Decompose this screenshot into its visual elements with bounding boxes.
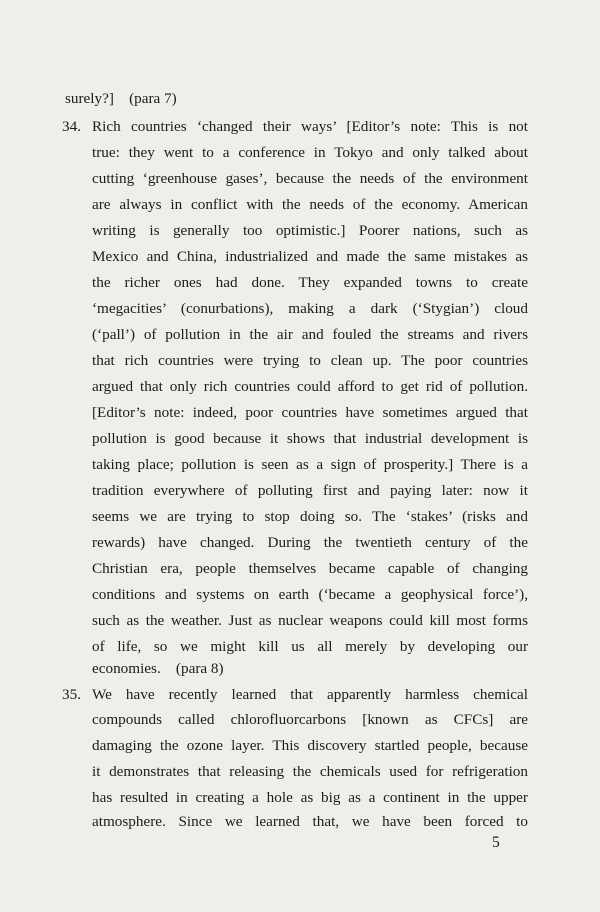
text-line: it demonstrates that releasing the chemicals used for refrigeration [92,763,528,780]
text-line: damaging the ozone layer. This discovery startled people, because [92,737,528,754]
text-line: argued that only rich countries could afford to get rid of pollution. [92,378,528,395]
text-line: true: they went to a conference in Tokyo and only talked about [92,144,528,161]
text-line: We have recently learned that apparently harmless chemical [92,686,528,703]
text-line: writing is generally too optimistic.] Poorer nations, such as [92,222,528,239]
text-line: economies. (para 8) [92,660,224,677]
text-line: taking place; pollution is seen as a sign of prosperity.] There is a [92,456,528,473]
text-line: conditions and systems on earth (‘became a geophysical force’), [92,586,528,603]
text-line: has resulted in creating a hole as big as a continent in the upper [92,789,528,806]
text-line: of life, so we might kill us all merely by developing our [92,638,528,655]
text-line: that rich countries were trying to clean up. The poor countries [92,352,528,369]
text-line: ‘megacities’ (conurbations), making a dark (‘Stygian’) cloud [92,300,528,317]
text-line: pollution is good because it shows that industrial development is [92,430,528,447]
text-line: (‘pall’) of pollution in the air and fouled the streams and rivers [92,326,528,343]
text-line: tradition everywhere of polluting first and paying later: now it [92,482,528,499]
text-line: cutting ‘greenhouse gases’, because the needs of the environment [92,170,528,187]
text-line: rewards) have changed. During the twentieth century of the [92,534,528,551]
text-line: Rich countries ‘changed their ways’ [Editor’s note: This is not [92,118,528,135]
text-line: the richer ones had done. They expanded towns to create [92,274,528,291]
text-line: [Editor’s note: indeed, poor countries have sometimes argued that [92,404,528,421]
text-line: seems we are trying to stop doing so. The ‘stakes’ (risks and [92,508,528,525]
text-line: compounds called chlorofluorcarbons [known as CFCs] are [92,711,528,728]
text-line: such as the weather. Just as nuclear weapons could kill most forms [92,612,528,629]
text-line: are always in conflict with the needs of the economy. American [92,196,528,213]
item-number: 35. [62,686,81,703]
page-number: 5 [492,834,500,851]
text-line: Mexico and China, industrialized and made the same mistakes as [92,248,528,265]
item-number: 34. [62,118,81,135]
text-line: Christian era, people themselves became capable of changing [92,560,528,577]
text-line: surely?] (para 7) [65,90,177,107]
text-line: atmosphere. Since we learned that, we have been forced to [92,813,528,830]
